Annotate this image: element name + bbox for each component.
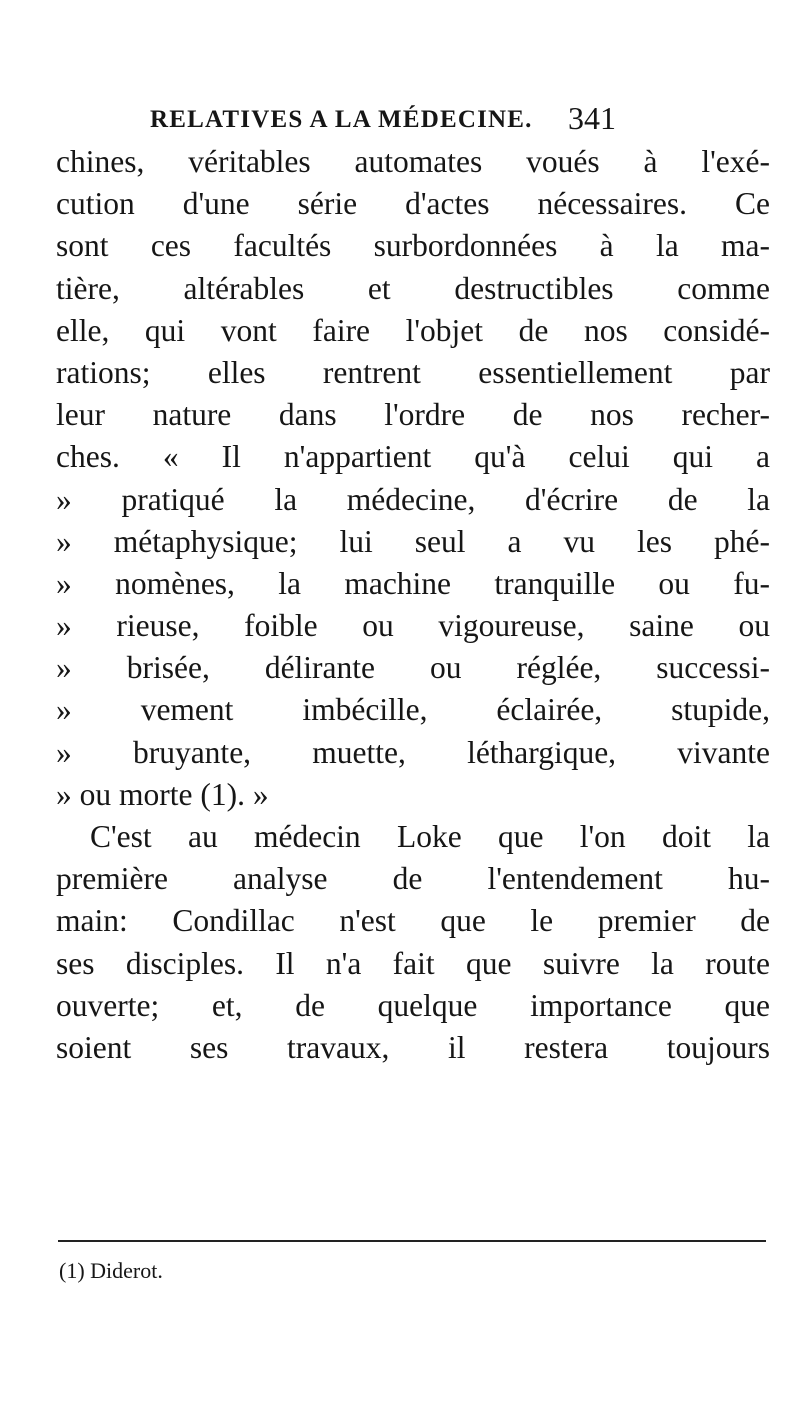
text-line: leur nature dans l'ordre de nos recher- bbox=[56, 397, 770, 433]
quoted-line: » brisée, délirante ou réglée, successi- bbox=[56, 650, 770, 686]
page-number: 341 bbox=[568, 100, 616, 136]
text-line: ses disciples. Il n'a fait que suivre la route bbox=[56, 945, 770, 981]
body-text bbox=[56, 141, 770, 1069]
footnote-rule bbox=[58, 1240, 766, 1242]
text-line: première analyse de l'entendement hu- bbox=[56, 861, 770, 897]
quoted-line: » métaphysique; lui seul a vu les phé- bbox=[56, 523, 770, 559]
running-title: RELATIVES A LA MÉDECINE. bbox=[150, 106, 533, 133]
paragraph-first-line: C'est au médecin Loke que l'on doit la bbox=[90, 819, 770, 854]
quoted-line: » nomènes, la machine tranquille ou fu- bbox=[56, 565, 770, 601]
text-line: ches. « Il n'appartient qu'à celui qui a bbox=[56, 439, 770, 475]
text-line: cution d'une série d'actes nécessaires. Ce bbox=[56, 186, 770, 222]
quoted-line: » rieuse, foible ou vigoureuse, saine ou bbox=[56, 608, 770, 644]
quoted-line: » vement imbécille, éclairée, stupide, bbox=[56, 692, 770, 728]
footnote: (1) Diderot. bbox=[59, 1258, 163, 1283]
text-line: sont ces facultés surbordonnées à la ma- bbox=[56, 228, 770, 264]
running-head bbox=[150, 100, 770, 140]
text-line: main: Condillac n'est que le premier de bbox=[56, 903, 770, 939]
text-line: tière, altérables et destructibles comme bbox=[56, 270, 770, 306]
text-line: ouverte; et, de quelque importance que bbox=[56, 987, 770, 1023]
quoted-line: » pratiqué la médecine, d'écrire de la bbox=[56, 481, 770, 517]
quoted-line: » ou morte (1). » bbox=[56, 776, 269, 812]
text-line: elle, qui vont faire l'objet de nos considé- bbox=[56, 312, 770, 348]
text-line: rations; elles rentrent essentiellement par bbox=[56, 354, 770, 390]
quoted-line: » bruyante, muette, léthargique, vivante bbox=[56, 734, 770, 770]
text-line: soient ses travaux, il restera toujours bbox=[56, 1029, 770, 1065]
text-line: chines, véritables automates voués à l'exé- bbox=[56, 144, 770, 179]
